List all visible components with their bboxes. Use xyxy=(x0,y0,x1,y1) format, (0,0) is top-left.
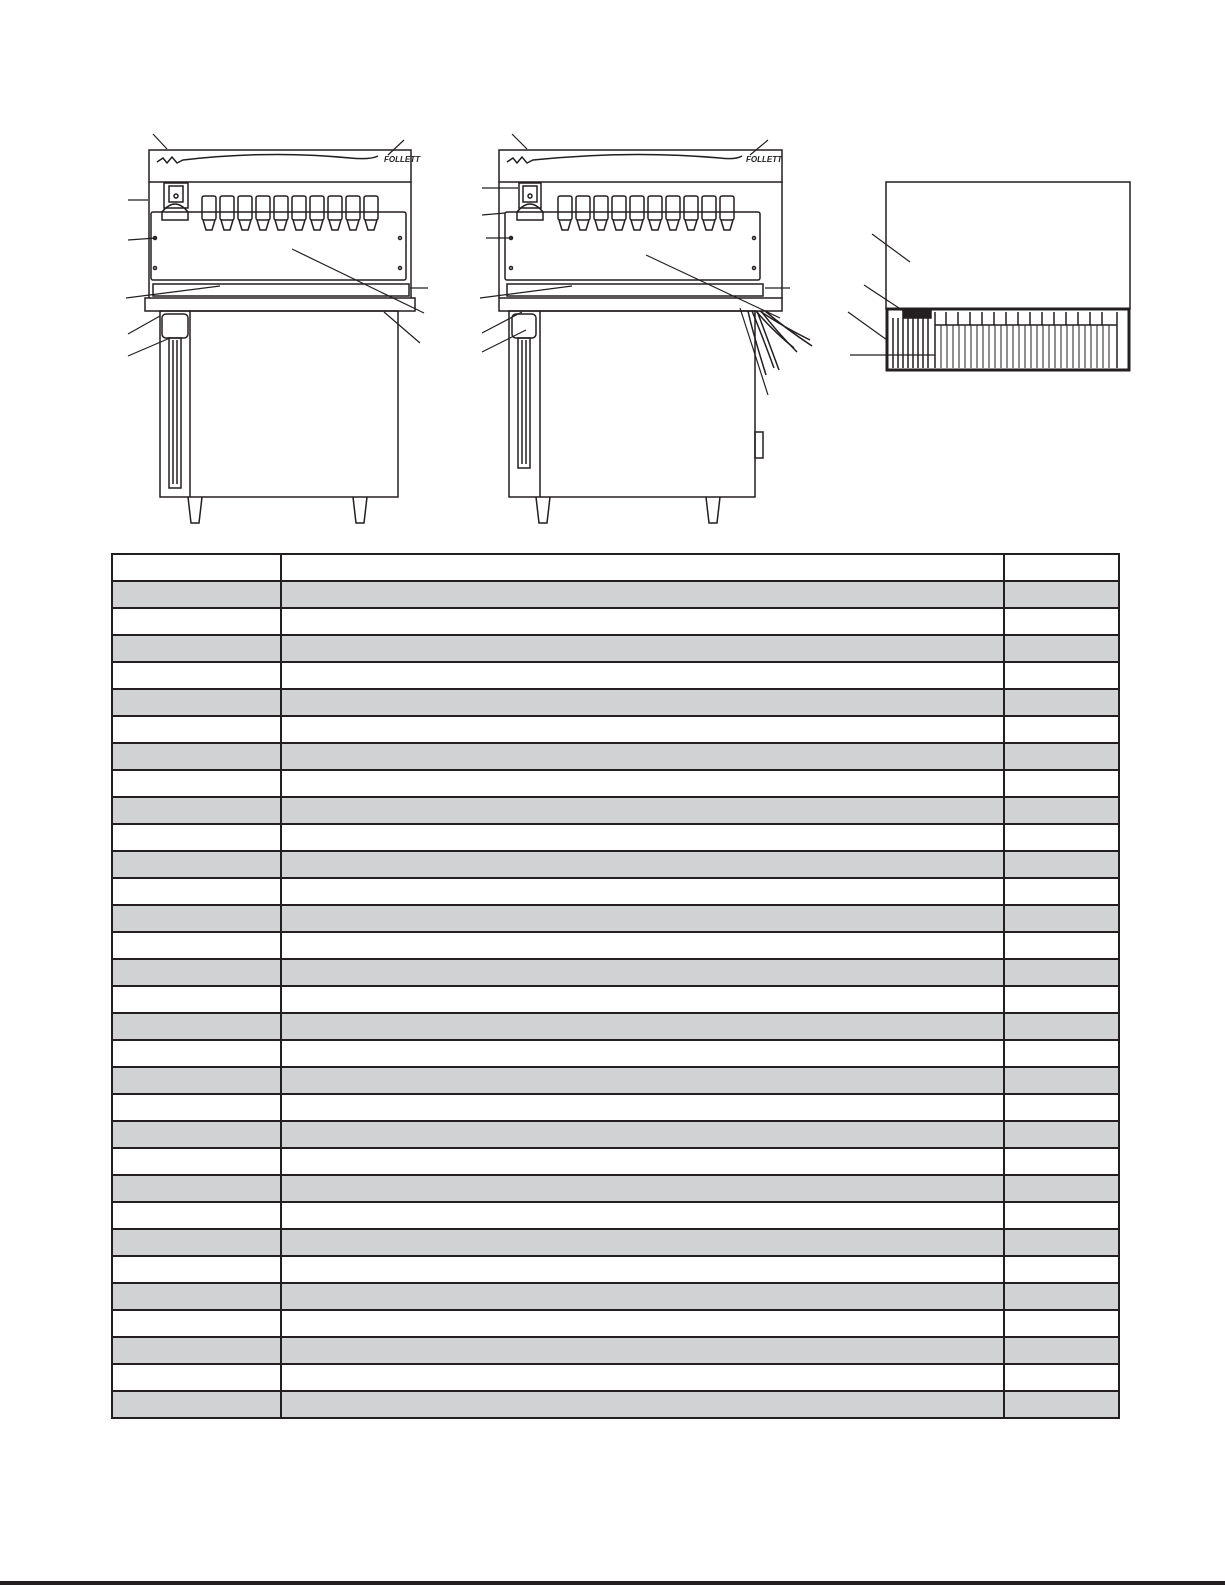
part-number-cell xyxy=(1004,1067,1119,1094)
part-number-cell xyxy=(1004,851,1119,878)
part-number-cell xyxy=(1004,1229,1119,1256)
description-cell xyxy=(281,554,1004,581)
part-number-cell xyxy=(1004,1121,1119,1148)
item-cell xyxy=(112,851,281,878)
parts-list-table xyxy=(111,553,1120,1419)
part-number-cell xyxy=(1004,662,1119,689)
part-number-cell xyxy=(1004,1391,1119,1418)
description-cell xyxy=(281,1094,1004,1121)
description-cell xyxy=(281,824,1004,851)
table-row xyxy=(112,635,1119,662)
description-cell xyxy=(281,1067,1004,1094)
item-cell xyxy=(112,716,281,743)
item-cell xyxy=(112,1202,281,1229)
table-row xyxy=(112,1148,1119,1175)
item-cell xyxy=(112,1148,281,1175)
table-row xyxy=(112,1094,1119,1121)
description-cell xyxy=(281,1364,1004,1391)
part-number-cell xyxy=(1004,1310,1119,1337)
page-bottom-rule xyxy=(0,1581,1225,1585)
part-number-cell xyxy=(1004,959,1119,986)
description-cell xyxy=(281,1175,1004,1202)
item-cell xyxy=(112,770,281,797)
description-cell xyxy=(281,878,1004,905)
table-row xyxy=(112,797,1119,824)
item-cell xyxy=(112,581,281,608)
item-cell xyxy=(112,1121,281,1148)
front-logo-text: FOLLETT xyxy=(384,155,420,164)
item-cell xyxy=(112,1013,281,1040)
part-number-cell xyxy=(1004,689,1119,716)
description-cell xyxy=(281,635,1004,662)
table-row xyxy=(112,1229,1119,1256)
description-cell xyxy=(281,1040,1004,1067)
part-number-cell xyxy=(1004,986,1119,1013)
item-cell xyxy=(112,662,281,689)
item-cell xyxy=(112,1256,281,1283)
description-cell xyxy=(281,851,1004,878)
table-row xyxy=(112,1310,1119,1337)
description-cell xyxy=(281,1148,1004,1175)
description-cell xyxy=(281,581,1004,608)
item-cell xyxy=(112,1094,281,1121)
part-number-cell xyxy=(1004,554,1119,581)
front-view-dispenser xyxy=(126,134,428,523)
back-valves xyxy=(558,196,734,230)
table-row xyxy=(112,1364,1119,1391)
description-cell xyxy=(281,959,1004,986)
part-number-cell xyxy=(1004,608,1119,635)
description-cell xyxy=(281,905,1004,932)
item-cell xyxy=(112,1310,281,1337)
table-row xyxy=(112,770,1119,797)
description-cell xyxy=(281,1391,1004,1418)
front-valves xyxy=(202,196,378,230)
description-cell xyxy=(281,932,1004,959)
description-cell xyxy=(281,1337,1004,1364)
item-cell xyxy=(112,1229,281,1256)
table-row xyxy=(112,1040,1119,1067)
description-cell xyxy=(281,1229,1004,1256)
table-row xyxy=(112,932,1119,959)
exploded-view-illustrations xyxy=(0,0,1225,540)
table-row xyxy=(112,878,1119,905)
item-cell xyxy=(112,905,281,932)
table-row xyxy=(112,743,1119,770)
part-number-cell xyxy=(1004,743,1119,770)
table-row xyxy=(112,581,1119,608)
item-cell xyxy=(112,986,281,1013)
part-number-cell xyxy=(1004,716,1119,743)
table-row xyxy=(112,662,1119,689)
part-number-cell xyxy=(1004,1148,1119,1175)
item-cell xyxy=(112,608,281,635)
description-cell xyxy=(281,1256,1004,1283)
part-number-cell xyxy=(1004,878,1119,905)
part-number-cell xyxy=(1004,1013,1119,1040)
description-cell xyxy=(281,1121,1004,1148)
table-row xyxy=(112,1391,1119,1418)
part-number-cell xyxy=(1004,1094,1119,1121)
description-cell xyxy=(281,770,1004,797)
table-row xyxy=(112,959,1119,986)
table-row xyxy=(112,851,1119,878)
part-number-cell xyxy=(1004,797,1119,824)
item-cell xyxy=(112,878,281,905)
detail-view-drip-grate xyxy=(848,182,1130,370)
item-cell xyxy=(112,1175,281,1202)
table-row xyxy=(112,716,1119,743)
description-cell xyxy=(281,1013,1004,1040)
description-cell xyxy=(281,662,1004,689)
part-number-cell xyxy=(1004,770,1119,797)
part-number-cell xyxy=(1004,905,1119,932)
table-row xyxy=(112,1067,1119,1094)
description-cell xyxy=(281,608,1004,635)
item-cell xyxy=(112,1391,281,1418)
back-view-dispenser xyxy=(480,134,812,523)
description-cell xyxy=(281,1310,1004,1337)
table-row xyxy=(112,608,1119,635)
table-row xyxy=(112,905,1119,932)
back-logo-text: FOLLETT xyxy=(746,155,782,164)
table-row xyxy=(112,1175,1119,1202)
part-number-cell xyxy=(1004,635,1119,662)
table-header-row xyxy=(112,554,1119,581)
item-cell xyxy=(112,1364,281,1391)
table-row xyxy=(112,824,1119,851)
part-number-cell xyxy=(1004,1040,1119,1067)
table-row xyxy=(112,1202,1119,1229)
part-number-cell xyxy=(1004,1337,1119,1364)
part-number-cell xyxy=(1004,824,1119,851)
item-cell xyxy=(112,689,281,716)
item-cell xyxy=(112,554,281,581)
description-cell xyxy=(281,797,1004,824)
part-number-cell xyxy=(1004,932,1119,959)
item-cell xyxy=(112,1337,281,1364)
part-number-cell xyxy=(1004,1283,1119,1310)
item-cell xyxy=(112,635,281,662)
part-number-cell xyxy=(1004,1175,1119,1202)
table-row xyxy=(112,1121,1119,1148)
item-cell xyxy=(112,959,281,986)
part-number-cell xyxy=(1004,1202,1119,1229)
description-cell xyxy=(281,1283,1004,1310)
item-cell xyxy=(112,1283,281,1310)
part-number-cell xyxy=(1004,581,1119,608)
table-row xyxy=(112,1256,1119,1283)
item-cell xyxy=(112,1067,281,1094)
item-cell xyxy=(112,1040,281,1067)
item-cell xyxy=(112,797,281,824)
item-cell xyxy=(112,743,281,770)
description-cell xyxy=(281,689,1004,716)
description-cell xyxy=(281,986,1004,1013)
table-row xyxy=(112,1337,1119,1364)
item-cell xyxy=(112,824,281,851)
table-row xyxy=(112,1283,1119,1310)
table-row xyxy=(112,986,1119,1013)
description-cell xyxy=(281,743,1004,770)
item-cell xyxy=(112,932,281,959)
part-number-cell xyxy=(1004,1256,1119,1283)
part-number-cell xyxy=(1004,1364,1119,1391)
table-row xyxy=(112,689,1119,716)
table-row xyxy=(112,1013,1119,1040)
description-cell xyxy=(281,716,1004,743)
description-cell xyxy=(281,1202,1004,1229)
